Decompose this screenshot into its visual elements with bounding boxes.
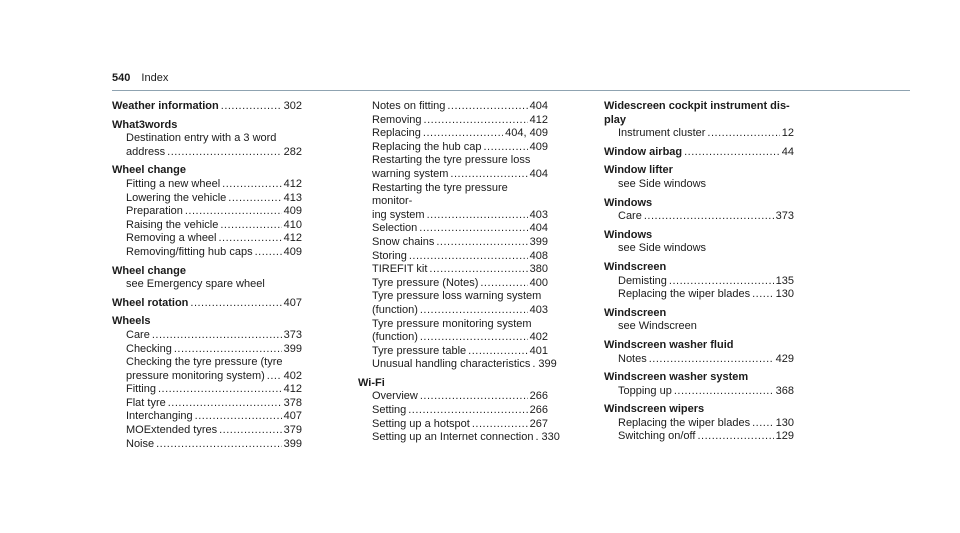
- entry-text: Notes: [618, 352, 647, 365]
- page-reference[interactable]: 302: [283, 100, 302, 112]
- dot-leader: [420, 304, 528, 318]
- sub-entry: [358, 263, 548, 277]
- dot-leader: [167, 146, 282, 160]
- sub-entry: [112, 410, 302, 424]
- dot-leader: [423, 127, 503, 141]
- page-reference[interactable]: 409: [283, 245, 302, 258]
- dot-leader: [419, 222, 527, 236]
- entry-text: Replacing the wiper blades: [618, 416, 751, 429]
- sub-entry: [112, 219, 302, 233]
- entry-text: Selection: [372, 222, 418, 235]
- dot-leader: [669, 275, 774, 289]
- entry-heading: Window lifter: [604, 164, 673, 177]
- dot-leader: [532, 358, 536, 372]
- entry-text: Notes on fitting: [372, 100, 446, 112]
- entry-text-line: Destination entry with a 3 word: [126, 132, 277, 145]
- sub-entry-line: [126, 192, 302, 206]
- sub-entry-line: [618, 385, 794, 399]
- sub-entry: [112, 178, 302, 192]
- entry-heading: Windscreen: [604, 306, 667, 319]
- sub-entry-line: [372, 404, 548, 418]
- entry-heading: Windows: [604, 196, 653, 209]
- dot-leader: [420, 390, 528, 404]
- entry-text: Instrument cluster: [618, 127, 706, 140]
- sub-entry: [604, 127, 794, 141]
- dot-leader: [185, 205, 282, 219]
- entry-heading: Windscreen washer fluid: [604, 338, 734, 351]
- sub-entry: [112, 383, 302, 397]
- sub-entry: [358, 100, 548, 114]
- dot-leader: [255, 246, 282, 260]
- sub-entry: [358, 222, 548, 236]
- sub-entry-line: [618, 417, 794, 431]
- entry-text: Tyre pressure table: [372, 344, 467, 357]
- sub-entry-line: [126, 246, 302, 260]
- page-reference[interactable]: 379: [283, 424, 302, 437]
- sub-entry-line: [372, 263, 548, 277]
- sub-entry-line: [126, 383, 302, 397]
- index-entry: [604, 403, 794, 444]
- sub-entry: [604, 430, 794, 444]
- dot-leader: [195, 410, 282, 424]
- dot-leader: [427, 209, 528, 223]
- cross-reference[interactable]: see Side windows: [618, 177, 707, 190]
- sub-entry: [112, 397, 302, 411]
- sub-entry: [358, 358, 557, 372]
- page-number: 540: [112, 72, 131, 84]
- dot-leader: [684, 146, 780, 160]
- sub-entry-line: [618, 210, 794, 224]
- sub-entry-line: [126, 146, 302, 160]
- sub-entry: [604, 417, 794, 431]
- page-header-title: Index: [141, 72, 169, 84]
- page-reference[interactable]: 413: [283, 191, 302, 204]
- sub-entry-line: [372, 250, 548, 264]
- entry-heading: Wheel change: [112, 164, 186, 177]
- entry-text: warning system: [372, 167, 449, 180]
- entry-text: (function): [372, 303, 418, 316]
- page-reference[interactable]: 408: [529, 249, 548, 262]
- index-entry: [604, 229, 794, 256]
- page-reference[interactable]: 267: [529, 417, 548, 430]
- entry-heading: Windscreen washer system: [604, 371, 749, 384]
- sub-entry: [358, 114, 548, 128]
- entry-text: Setting: [372, 404, 407, 417]
- sub-entry: [112, 246, 302, 260]
- entry-heading: Windows: [604, 228, 653, 241]
- sub-entry: [358, 390, 548, 404]
- dot-leader: [158, 383, 282, 397]
- sub-entry-line: [126, 438, 302, 452]
- sub-entry: [358, 182, 548, 223]
- sub-entry: [358, 345, 548, 359]
- cross-reference[interactable]: see Side windows: [618, 242, 707, 255]
- page-reference[interactable]: 403: [529, 208, 548, 221]
- entry-text: Removing: [372, 113, 422, 126]
- dot-leader: [707, 127, 779, 141]
- dot-leader: [267, 370, 282, 384]
- sub-entry: [112, 356, 302, 383]
- sub-entry-line: [618, 353, 794, 367]
- dot-leader: [472, 418, 528, 432]
- entry-heading: Windscreen wipers: [604, 403, 705, 416]
- entry-text: Setting up an Internet connection: [372, 431, 534, 444]
- page-reference[interactable]: 282: [283, 145, 302, 158]
- page-reference[interactable]: 404: [529, 100, 548, 112]
- sub-entry-line: [618, 288, 794, 302]
- sub-entry: [112, 192, 302, 206]
- index-entry: [358, 376, 560, 445]
- dot-leader: [152, 329, 282, 343]
- entry-heading-line: [112, 100, 302, 114]
- page-reference[interactable]: 399: [283, 342, 302, 355]
- page-reference[interactable]: 404: [529, 222, 548, 235]
- page-reference[interactable]: 44: [781, 145, 794, 158]
- page-reference[interactable]: 412: [283, 177, 302, 190]
- sub-entry-line: [372, 431, 560, 445]
- entry-heading-line: [604, 146, 794, 160]
- entry-text: Replacing the wiper blades: [618, 288, 751, 301]
- sub-entry-line: [372, 345, 548, 359]
- index-column-3: [604, 100, 794, 444]
- dot-leader: [649, 353, 774, 367]
- entry-text: Replacing: [372, 127, 421, 140]
- dot-leader: [424, 114, 528, 128]
- entry-text: Topping up: [618, 384, 672, 397]
- cross-reference[interactable]: see Emergency spare wheel: [126, 278, 265, 291]
- entry-text: Preparation: [126, 205, 183, 218]
- dot-leader: [409, 250, 528, 264]
- sub-entry: [358, 236, 548, 250]
- page-reference[interactable]: 404, 409: [505, 127, 548, 140]
- entry-heading: Windscreen: [604, 260, 667, 273]
- page-header: [112, 72, 168, 84]
- sub-entry-line: [372, 100, 548, 114]
- entry-text: Demisting: [618, 274, 667, 287]
- entry-text: Tyre pressure (Notes): [372, 276, 479, 289]
- index-entry: [358, 100, 557, 372]
- index-entry: [604, 146, 794, 160]
- sub-entry: [358, 154, 548, 181]
- entry-text: address: [126, 145, 166, 158]
- entry-text: Care: [618, 210, 642, 223]
- index-entry: [112, 265, 302, 292]
- entry-text: Lowering the vehicle: [126, 191, 227, 204]
- sub-entry: [112, 424, 302, 438]
- page-reference[interactable]: 429: [775, 352, 794, 365]
- sub-entry-line: [126, 329, 302, 343]
- sub-entry: [604, 242, 794, 256]
- sub-entry-line: [372, 358, 557, 372]
- sub-entry: [358, 318, 548, 345]
- index-entry: [112, 297, 302, 311]
- sub-entry-line: [126, 178, 302, 192]
- index-entry: [604, 100, 794, 141]
- page-reference[interactable]: 402: [529, 331, 548, 344]
- entry-text: Flat tyre: [126, 396, 166, 409]
- entry-heading: Widescreen cockpit instrument dis-: [604, 100, 790, 112]
- entry-text-line: Checking the tyre pressure (tyre: [126, 356, 283, 369]
- sub-entry: [604, 385, 794, 399]
- sub-entry: [112, 343, 302, 357]
- page-reference[interactable]: 399: [529, 235, 548, 248]
- entry-heading-line: [112, 297, 302, 311]
- dot-leader: [156, 438, 282, 452]
- sub-entry-line: [126, 397, 302, 411]
- index-entry: [112, 164, 302, 259]
- dot-leader: [219, 424, 282, 438]
- dot-leader: [674, 385, 774, 399]
- dot-leader: [697, 430, 773, 444]
- dot-leader: [420, 331, 528, 345]
- sub-entry-line: [372, 168, 548, 182]
- sub-entry-line: [618, 430, 794, 444]
- entry-text: Noise: [126, 437, 155, 450]
- dot-leader: [429, 263, 527, 277]
- sub-entry: [358, 127, 548, 141]
- sub-entry: [112, 438, 302, 452]
- entry-text: Snow chains: [372, 235, 435, 248]
- sub-entry-line: [126, 343, 302, 357]
- entry-text: (function): [372, 331, 418, 344]
- sub-entry: [604, 210, 794, 224]
- entry-heading: Wheels: [112, 315, 151, 328]
- entry-text-line: Tyre pressure monitoring system: [372, 317, 532, 330]
- sub-entry: [112, 205, 302, 219]
- page-reference[interactable]: 380: [529, 263, 548, 276]
- page-reference[interactable]: 403: [529, 303, 548, 316]
- sub-entry-line: [126, 370, 302, 384]
- dot-leader: [468, 345, 527, 359]
- sub-entry: [358, 250, 548, 264]
- dot-leader: [436, 236, 527, 250]
- entry-text: Care: [126, 328, 150, 341]
- sub-entry: [358, 290, 548, 317]
- index-entry: [112, 100, 302, 114]
- sub-entry-line: [372, 418, 548, 432]
- sub-entry-line: [372, 141, 548, 155]
- index-entry: [604, 261, 794, 302]
- page-reference[interactable]: 409: [529, 140, 548, 153]
- entry-text: MOExtended tyres: [126, 424, 218, 437]
- entry-text: Fitting: [126, 383, 156, 396]
- entry-text: Overview: [372, 390, 418, 403]
- sub-entry: [358, 141, 548, 155]
- cross-reference[interactable]: see Windscreen: [618, 320, 697, 333]
- page-reference[interactable]: 130: [775, 416, 794, 429]
- sub-entry-line: [372, 236, 548, 250]
- entry-text: Checking: [126, 342, 172, 355]
- entry-heading: Wheel change: [112, 264, 186, 277]
- dot-leader: [483, 141, 527, 155]
- header-divider: [112, 90, 910, 91]
- sub-entry-line: [126, 205, 302, 219]
- page-reference[interactable]: 412: [529, 113, 548, 126]
- sub-entry: [604, 320, 794, 334]
- dot-leader: [450, 168, 527, 182]
- page-reference[interactable]: 399: [538, 358, 557, 371]
- sub-entry: [604, 275, 794, 289]
- page-reference[interactable]: 399: [283, 437, 302, 450]
- dot-leader: [752, 417, 774, 431]
- page-reference[interactable]: 407: [283, 410, 302, 423]
- dot-leader: [190, 297, 281, 311]
- sub-entry: [604, 353, 794, 367]
- sub-entry-line: [372, 277, 548, 291]
- page-reference[interactable]: 409: [283, 205, 302, 218]
- sub-entry-line: [126, 219, 302, 233]
- entry-text: Raising the vehicle: [126, 218, 219, 231]
- sub-entry: [358, 277, 548, 291]
- sub-entry-line: [372, 209, 548, 223]
- dot-leader: [168, 397, 282, 411]
- page-reference[interactable]: 266: [529, 404, 548, 417]
- index-entry: [604, 164, 794, 191]
- sub-entry: [112, 132, 302, 159]
- page-reference[interactable]: 378: [283, 396, 302, 409]
- page-reference[interactable]: 129: [775, 430, 794, 443]
- entry-text: Replacing the hub cap: [372, 140, 482, 153]
- sub-entry-line: [126, 424, 302, 438]
- entry-text: pressure monitoring system): [126, 369, 265, 382]
- dot-leader: [219, 232, 282, 246]
- entry-text-line: Tyre pressure loss warning system: [372, 290, 542, 303]
- index-entry: [604, 197, 794, 224]
- page-reference[interactable]: 404: [529, 167, 548, 180]
- entry-heading: play: [604, 113, 627, 126]
- sub-entry: [112, 232, 302, 246]
- page-reference[interactable]: 330: [541, 431, 560, 444]
- dot-leader: [644, 210, 774, 224]
- dot-leader: [228, 192, 281, 206]
- dot-leader: [221, 100, 282, 114]
- page-reference[interactable]: 412: [283, 232, 302, 245]
- sub-entry-line: [372, 331, 548, 345]
- dot-leader: [220, 219, 281, 233]
- dot-leader: [752, 288, 774, 302]
- page-reference[interactable]: 402: [283, 369, 302, 382]
- entry-heading: What3words: [112, 118, 178, 131]
- dot-leader: [535, 431, 539, 445]
- page-reference[interactable]: 401: [529, 344, 548, 357]
- dot-leader: [408, 404, 527, 418]
- dot-leader: [447, 100, 527, 114]
- dot-leader: [174, 343, 282, 357]
- entry-text: Removing/fitting hub caps: [126, 245, 253, 258]
- sub-entry-line: [618, 275, 794, 289]
- entry-heading: Weather information: [112, 100, 219, 112]
- page-reference[interactable]: 368: [775, 384, 794, 397]
- sub-entry: [112, 278, 302, 292]
- sub-entry-line: [372, 304, 548, 318]
- index-entry: [604, 307, 794, 334]
- entry-text: Interchanging: [126, 410, 193, 423]
- page-reference[interactable]: 373: [283, 328, 302, 341]
- entry-text: TIREFIT kit: [372, 263, 428, 276]
- index-entry: [604, 339, 794, 366]
- entry-heading: Window airbag: [604, 145, 683, 158]
- page-reference[interactable]: 407: [283, 296, 302, 309]
- entry-text: Switching on/off: [618, 430, 696, 443]
- sub-entry: [358, 418, 548, 432]
- entry-text: Storing: [372, 249, 407, 262]
- entry-text: Fitting a new wheel: [126, 177, 221, 190]
- page-reference[interactable]: 412: [283, 383, 302, 396]
- entry-text: Unusual handling characteristics: [372, 358, 531, 371]
- sub-entry-line: [372, 390, 548, 404]
- sub-entry-line: [372, 127, 548, 141]
- page-reference[interactable]: 130: [775, 288, 794, 301]
- page-reference[interactable]: 135: [775, 274, 794, 287]
- entry-heading: Wi-Fi: [358, 376, 385, 389]
- sub-entry-line: [126, 232, 302, 246]
- sub-entry: [604, 178, 794, 192]
- sub-entry-line: [126, 410, 302, 424]
- index-column-2: [358, 100, 560, 445]
- page-reference[interactable]: 266: [529, 390, 548, 403]
- index-entry: [604, 371, 794, 398]
- sub-entry-line: [618, 127, 794, 141]
- page-reference[interactable]: 12: [781, 127, 794, 140]
- entry-heading: Wheel rotation: [112, 296, 189, 309]
- dot-leader: [480, 277, 527, 291]
- page-reference[interactable]: 373: [775, 210, 794, 223]
- sub-entry-line: [372, 222, 548, 236]
- entry-text: ing system: [372, 208, 425, 221]
- page-reference[interactable]: 400: [529, 276, 548, 289]
- sub-entry: [604, 288, 794, 302]
- index-column-1: [112, 100, 302, 451]
- entry-text: Removing a wheel: [126, 232, 217, 245]
- sub-entry: [112, 329, 302, 343]
- entry-text: Setting up a hotspot: [372, 417, 470, 430]
- sub-entry: [358, 431, 560, 445]
- dot-leader: [222, 178, 281, 192]
- page-reference[interactable]: 410: [283, 218, 302, 231]
- index-entry: [112, 315, 302, 451]
- entry-text-line: Restarting the tyre pressure loss: [372, 154, 531, 167]
- sub-entry-line: [372, 114, 548, 128]
- entry-text-line: Restarting the tyre pressure monitor-: [372, 181, 508, 208]
- index-entry: [112, 119, 302, 160]
- sub-entry: [358, 404, 548, 418]
